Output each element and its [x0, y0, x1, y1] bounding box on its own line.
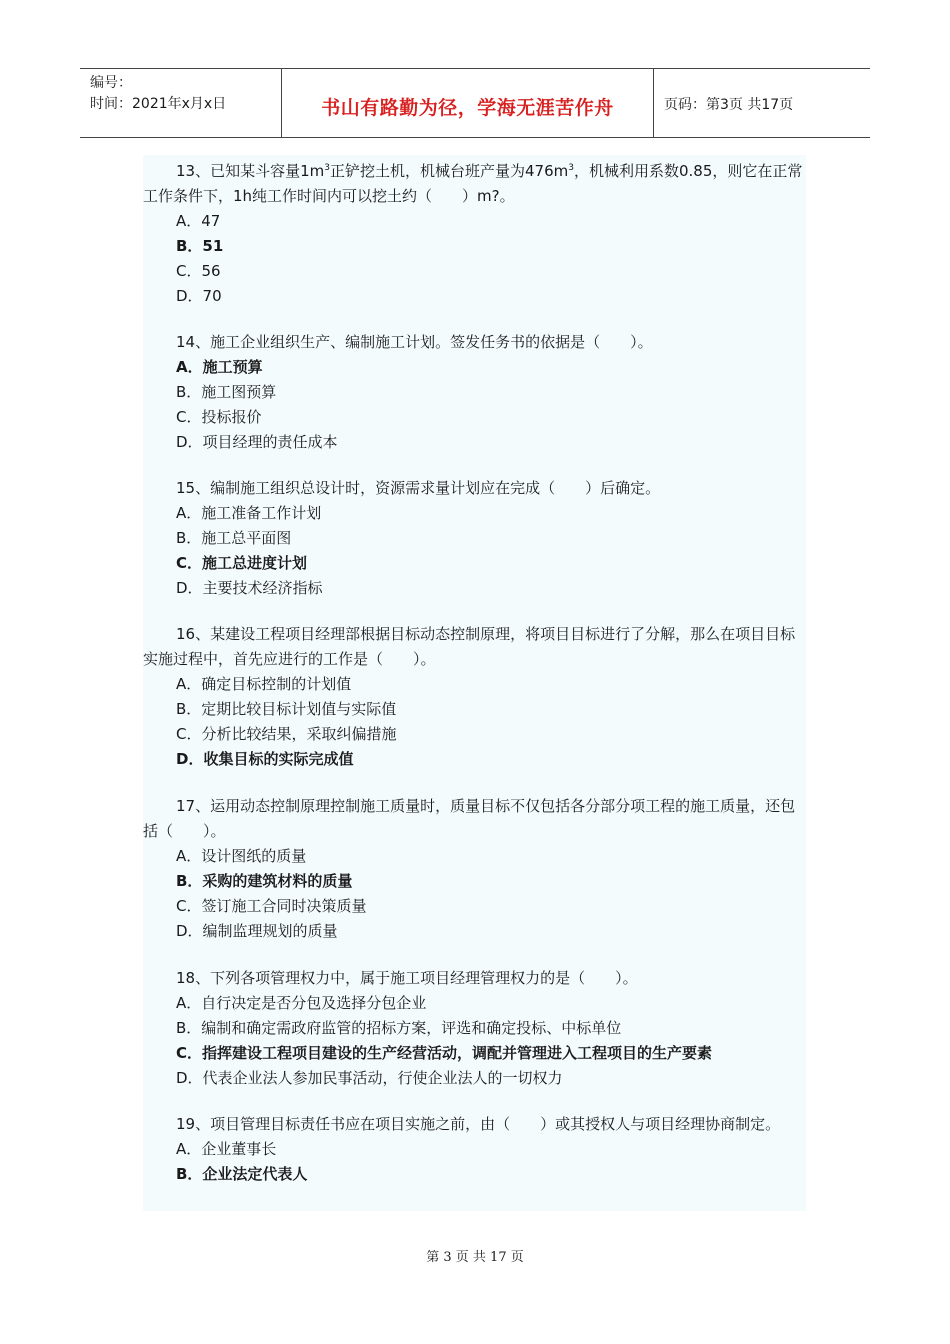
question-13: [143, 159, 806, 309]
option: C．投标报价: [176, 408, 262, 426]
option: D．项目经理的责任成本: [176, 433, 338, 451]
time-label: 时间：2021年x月x日: [90, 96, 227, 112]
answer-option: B．采购的建筑材料的质量: [176, 872, 353, 890]
option: A．企业董事长: [176, 1140, 277, 1158]
question-list: [143, 155, 806, 1211]
option: B．施工总平面图: [176, 529, 292, 547]
header-page-cell: [654, 69, 870, 137]
option: D．主要技术经济指标: [176, 579, 323, 597]
question-stem: 16、某建设工程项目经理部根据目标动态控制原理，将项目目标进行了分解，那么在项目目标实施过程中，首先应进行的工作是（ ）。: [143, 625, 796, 668]
header-info-cell: [80, 69, 282, 137]
question-19: [143, 1112, 806, 1187]
question-18: [143, 966, 806, 1091]
option: B．施工图预算: [176, 383, 277, 401]
motto-text: 书山有路勤为径，学海无涯苦作舟: [321, 97, 614, 119]
option: A．47: [176, 212, 221, 230]
question-17: [143, 794, 806, 944]
serial-label: 编号：: [90, 75, 132, 91]
answer-option: A．施工预算: [176, 358, 263, 376]
answer-option: B．51: [176, 237, 224, 255]
answer-option: C．指挥建设工程项目建设的生产经营活动，调配并管理进入工程项目的生产要素: [176, 1044, 713, 1062]
option: C．56: [176, 262, 221, 280]
question-stem: 14、施工企业组织生产、编制施工计划。签发任务书的依据是（ ）。: [176, 333, 653, 351]
header-motto-cell: [282, 69, 654, 137]
page-footer: 第 3 页 共 17 页: [426, 1250, 524, 1265]
option: D．70: [176, 287, 222, 305]
option: B．编制和确定需政府监管的招标方案，评选和确定投标、中标单位: [176, 1019, 622, 1037]
answer-option: B．企业法定代表人: [176, 1165, 308, 1183]
question-stem: 13、已知某斗容量$1m^3$正铲挖土机，机械台班产量为$476m^3$，机械利用系数0.85，则它在正常工作条件下，1h纯工作时间内可以挖土约（ ）m?。: [143, 162, 803, 205]
option: A．设计图纸的质量: [176, 847, 307, 865]
option: B．定期比较目标计划值与实际值: [176, 700, 397, 718]
option: A．自行决定是否分包及选择分包企业: [176, 994, 427, 1012]
question-stem: 18、下列各项管理权力中，属于施工项目经理管理权力的是（ ）。: [176, 969, 638, 987]
option: C．分析比较结果，采取纠偏措施: [176, 725, 397, 743]
option: A．确定目标控制的计划值: [176, 675, 352, 693]
option: D．代表企业法人参加民事活动，行使企业法人的一切权力: [176, 1069, 563, 1087]
page-header: [80, 68, 870, 138]
option: C．签订施工合同时决策质量: [176, 897, 367, 915]
question-15: [143, 476, 806, 601]
question-14: [143, 330, 806, 455]
option: A．施工准备工作计划: [176, 504, 322, 522]
page-label: 页码：第3页 共17页: [664, 97, 794, 113]
question-16: [143, 622, 806, 772]
answer-option: C．施工总进度计划: [176, 554, 308, 572]
question-stem: 19、项目管理目标责任书应在项目实施之前，由（ ）或其授权人与项目经理协商制定。: [176, 1115, 781, 1133]
option: D．编制监理规划的质量: [176, 922, 338, 940]
question-stem: 15、编制施工组织总设计时，资源需求量计划应在完成（ ）后确定。: [176, 479, 661, 497]
answer-option: D．收集目标的实际完成值: [176, 750, 354, 768]
question-stem: 17、运用动态控制原理控制施工质量时，质量目标不仅包括各分部分项工程的施工质量，还包括（ ）。: [143, 797, 796, 840]
